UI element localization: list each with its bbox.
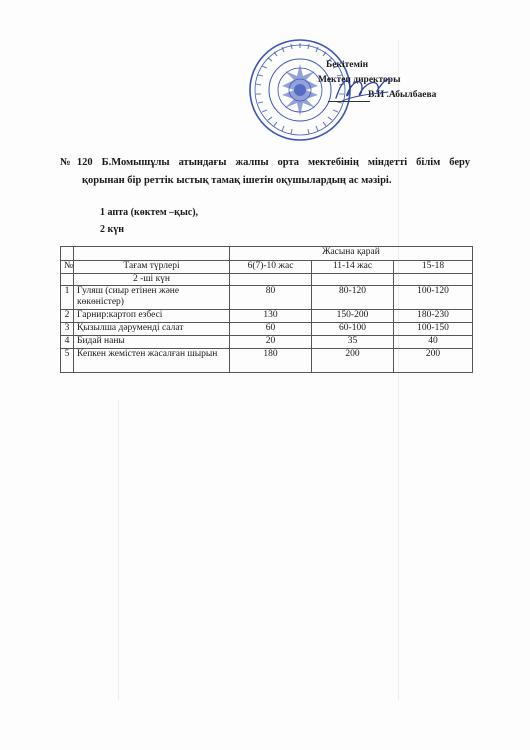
header-empty-cell (61, 247, 74, 261)
column-header-number: № (61, 261, 74, 274)
table-header-row (61, 261, 473, 274)
day-empty-cell (394, 274, 473, 286)
approval-position: Мектеп директоры (318, 75, 401, 85)
portion-6-10: 20 (230, 336, 312, 349)
column-header-age-6-10: 6(7)-10 жас (230, 261, 312, 274)
day-empty-cell (61, 274, 74, 286)
table-header-row (61, 247, 473, 261)
table-row (61, 323, 473, 336)
day-cell: 2 -ші күн (74, 274, 230, 286)
row-number: 5 (61, 349, 74, 373)
portion-15-18: 100-120 (394, 286, 473, 310)
age-group-header: Жасына қарай (230, 247, 473, 261)
column-header-age-11-14: 11-14 жас (312, 261, 394, 274)
portion-11-14: 150-200 (312, 310, 394, 323)
day-empty-cell (230, 274, 312, 286)
approval-name: В.И .Абылбаева (368, 90, 437, 100)
portion-6-10: 80 (230, 286, 312, 310)
title-line-1: №120 Б.Момышұлы атындағы жалпы орта мектебінің міндетті білім беру (60, 157, 470, 168)
portion-6-10: 180 (230, 349, 312, 373)
day-label: 2 күн (100, 224, 125, 235)
portion-15-18: 40 (394, 336, 473, 349)
portion-11-14: 200 (312, 349, 394, 373)
portion-11-14: 35 (312, 336, 394, 349)
row-number: 1 (61, 286, 74, 310)
scan-artifact (118, 400, 119, 700)
portion-6-10: 60 (230, 323, 312, 336)
portion-11-14: 80-120 (312, 286, 394, 310)
document-title (60, 154, 470, 190)
portion-15-18: 180-230 (394, 310, 473, 323)
day-row (61, 274, 473, 286)
portion-6-10: 130 (230, 310, 312, 323)
dish-name: Қызылша дәруменді салат (74, 323, 230, 336)
column-header-dish: Тағам түрлері (74, 261, 230, 274)
handwritten-signature-icon (332, 72, 392, 106)
table-row (61, 336, 473, 349)
title-line-2: қорынан бір реттік ыстық тамақ ішетін оқушылардың ас мәзірі. (82, 175, 392, 186)
table-row (61, 310, 473, 323)
column-header-age-15-18: 15-18 (394, 261, 473, 274)
day-empty-cell (312, 274, 394, 286)
approval-title: Бекітемін (326, 60, 369, 70)
menu-table (60, 246, 473, 373)
week-info (100, 204, 198, 238)
header-empty-cell (74, 247, 230, 261)
dish-name: Гуляш (сиыр етінен және көкөністер) (74, 286, 230, 310)
week-label: 1 апта (көктем –қыс), (100, 207, 199, 218)
table-row (61, 349, 473, 373)
row-number: 3 (61, 323, 74, 336)
dish-name: Гарнир:картоп езбесі (74, 310, 230, 323)
table-row (61, 286, 473, 310)
portion-11-14: 60-100 (312, 323, 394, 336)
dish-name: Кепкен жемістен жасалған шырын (74, 349, 230, 373)
portion-15-18: 200 (394, 349, 473, 373)
row-number: 4 (61, 336, 74, 349)
row-number: 2 (61, 310, 74, 323)
dish-name: Бидай наны (74, 336, 230, 349)
portion-15-18: 100-150 (394, 323, 473, 336)
